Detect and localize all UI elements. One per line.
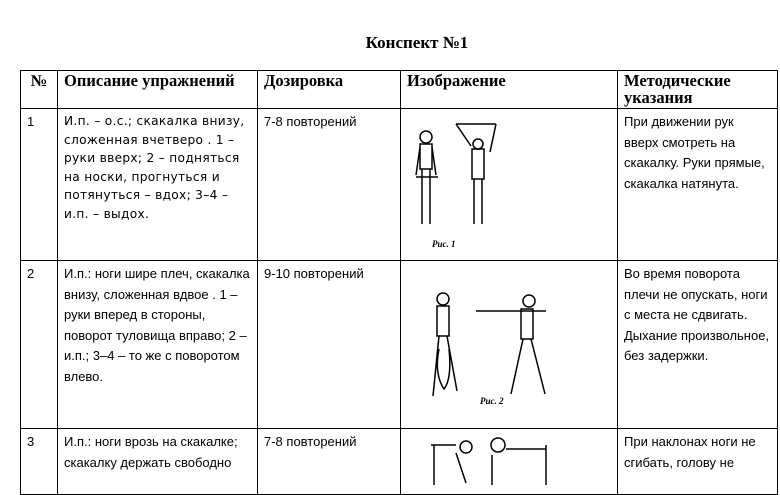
table-row	[21, 261, 778, 429]
exercise-table	[20, 70, 778, 495]
row-notes: При наклонах ноги не сгибать, голову не	[618, 429, 778, 495]
header-notes: Методические указания	[618, 71, 778, 109]
exercise-illustration	[401, 429, 618, 495]
header-dosage: Дозировка	[258, 71, 401, 109]
figure-drawing-1	[406, 117, 506, 232]
row-description: И.п. – о.с.; скакалка внизу, сложенная вчетверо . 1 – руки вверх; 2 – подняться на носки, прогнуться и потянуться – вдох; 3–4 – и.п. – выдох.	[58, 109, 258, 261]
row-dosage: 7-8 повторений	[258, 109, 401, 261]
exercise-illustration	[401, 261, 618, 429]
row-number: 1	[21, 109, 58, 261]
page-title: Конспект №1	[365, 33, 469, 52]
table-row	[21, 429, 778, 495]
exercise-illustration	[401, 109, 618, 261]
header-description: Описание упражнений	[58, 71, 258, 109]
row-description: И.п.: ноги шире плеч, скакалка внизу, сложенная вдвое . 1 – руки вперед в стороны, поворот туловища вправо; 2 – и.п.; 3–4 – то же с поворотом влево.	[58, 261, 258, 429]
row-notes: При движении рук вверх смотреть на скакалку. Руки прямые, скакалка натянута.	[618, 109, 778, 261]
row-number: 2	[21, 261, 58, 429]
row-dosage: 7-8 повторений	[258, 429, 401, 495]
row-description: И.п.: ноги врозь на скакалке; скакалку держать свободно	[58, 429, 258, 495]
figure-drawing-3	[426, 435, 566, 485]
row-dosage: 9-10 повторений	[258, 261, 401, 429]
row-number: 3	[21, 429, 58, 495]
figure-caption: Рис. 1	[432, 239, 456, 249]
header-number: №	[21, 71, 58, 109]
table-header-row	[21, 71, 778, 109]
figure-caption: Рис. 2	[480, 396, 504, 406]
header-image: Изображение	[401, 71, 618, 109]
table-row	[21, 109, 778, 261]
row-notes: Во время поворота плечи не опускать, ноги с места не сдвигать. Дыхание произвольное, без задержки.	[618, 261, 778, 429]
